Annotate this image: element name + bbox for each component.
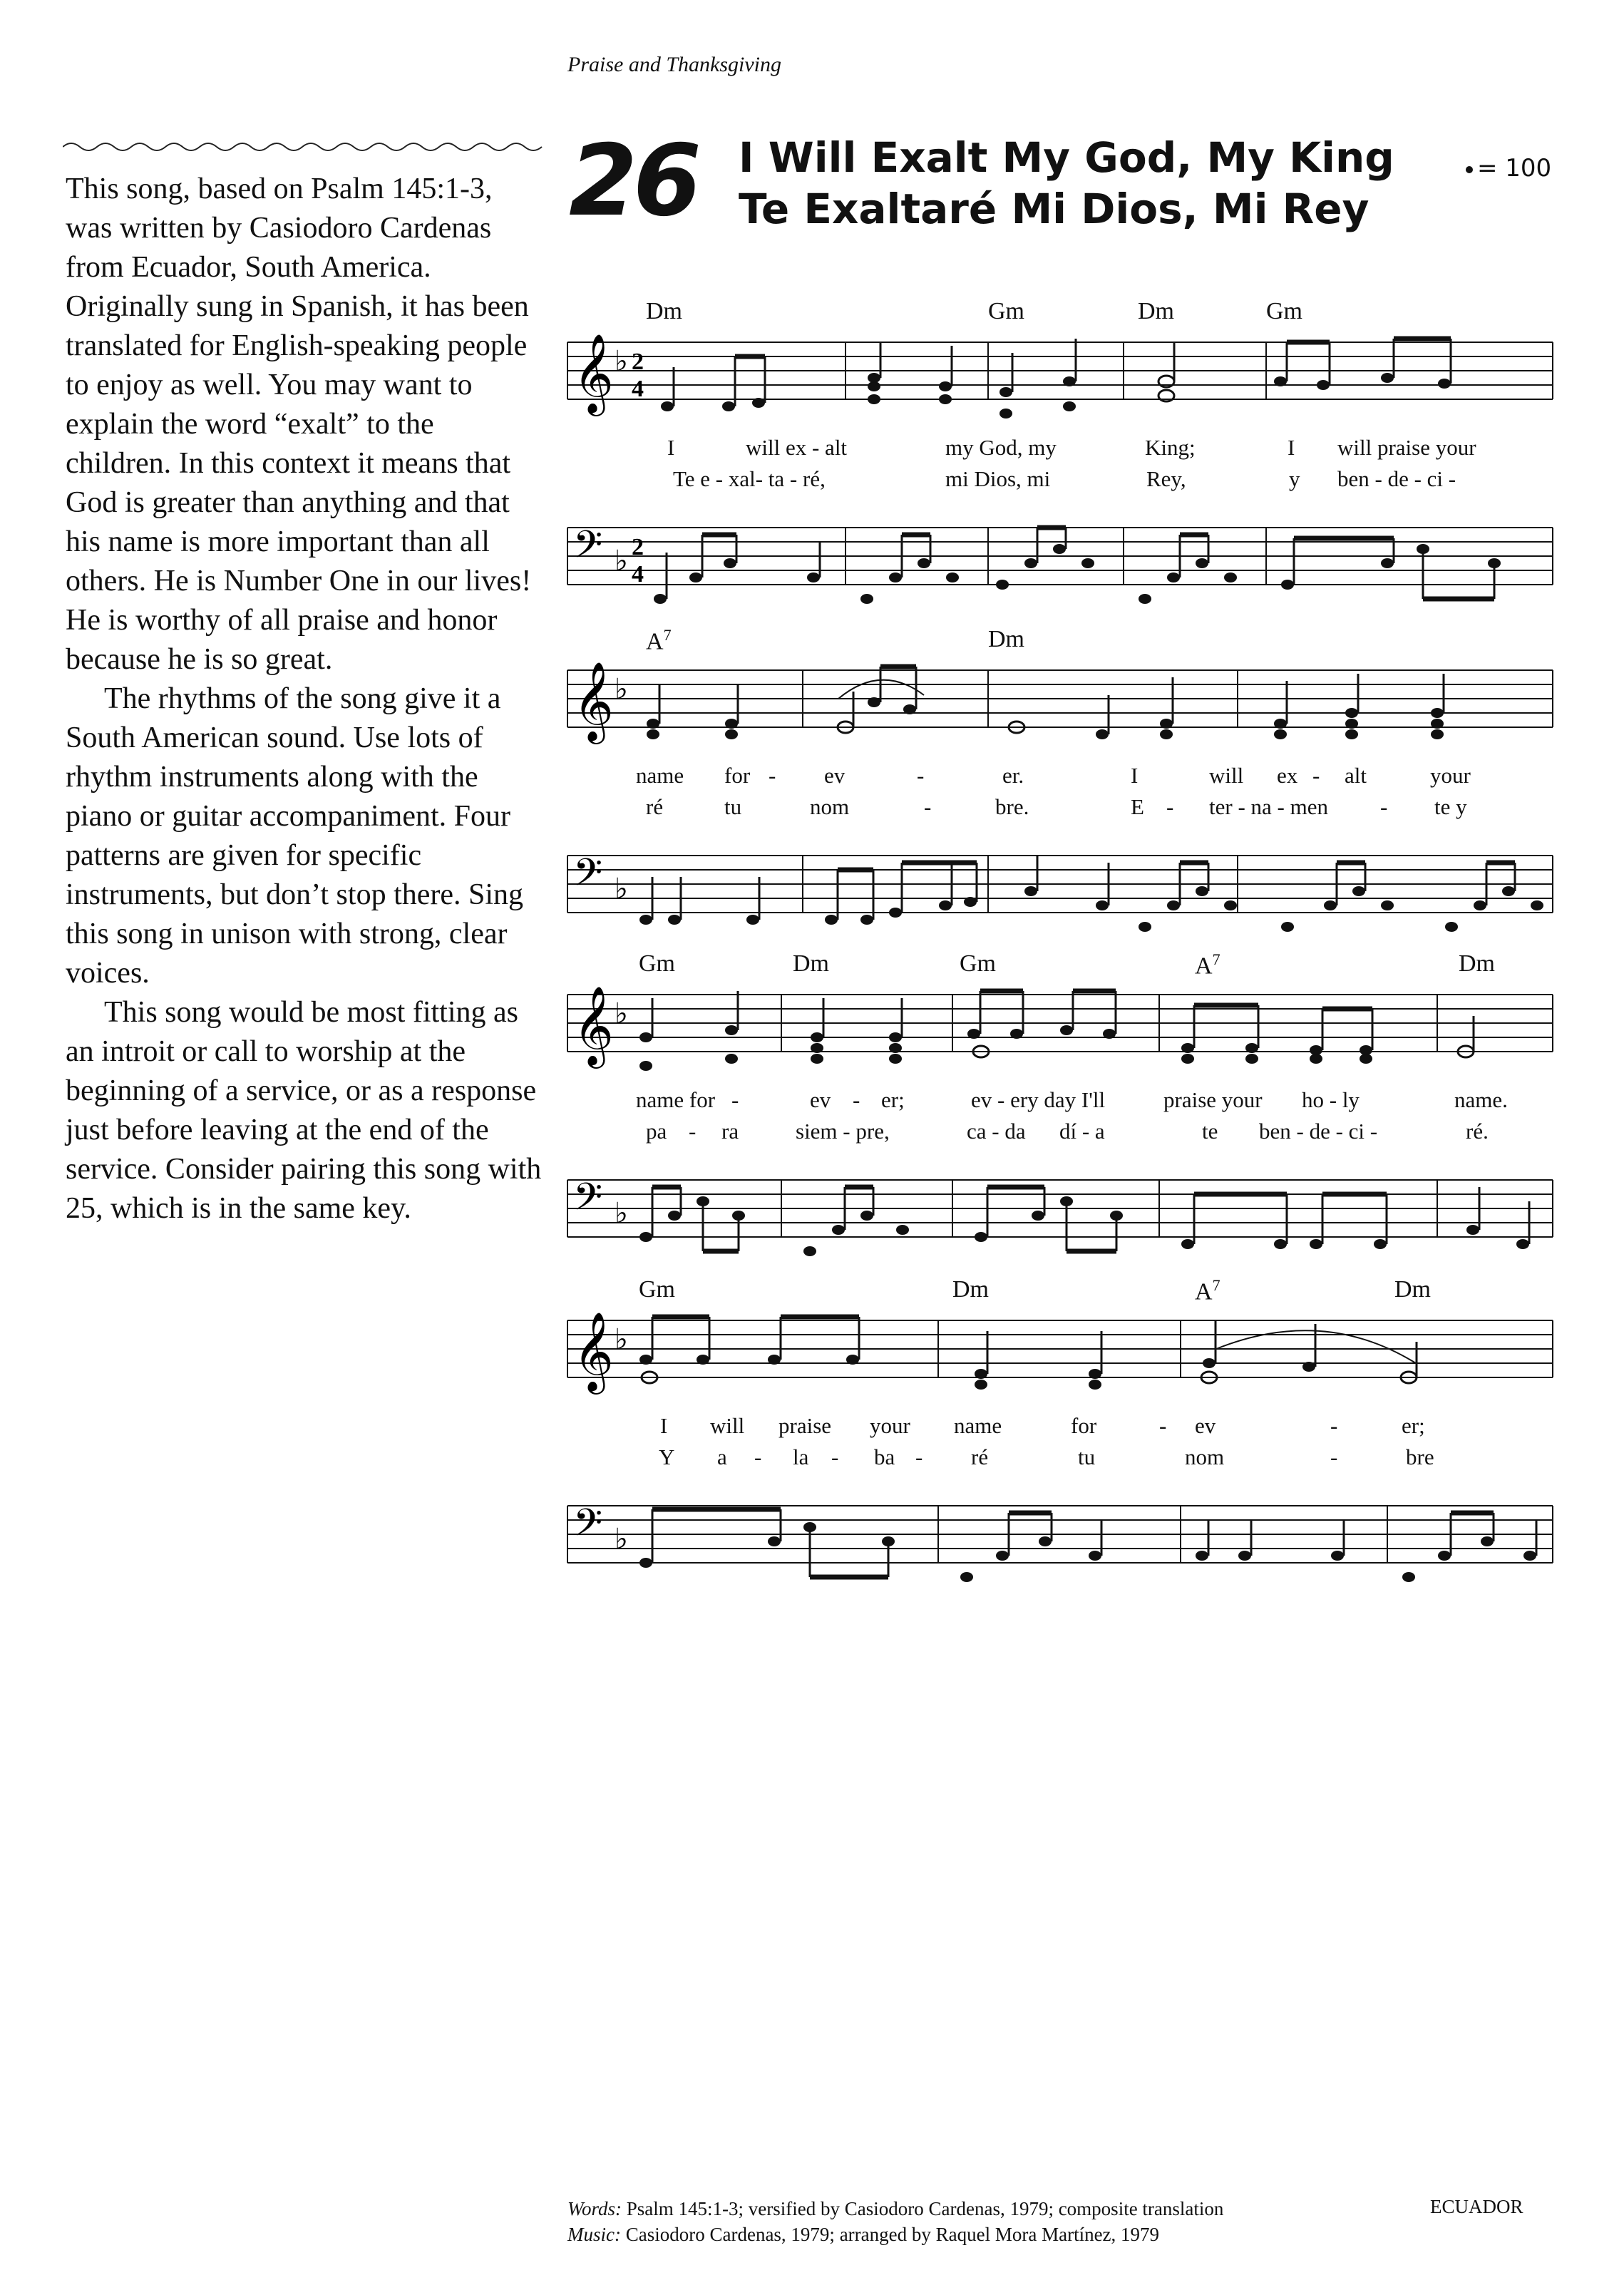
lyric-spanish: ben - de - ci - [1259, 1119, 1378, 1144]
lyric-spanish: tu [724, 794, 742, 819]
chord-symbol: Gm [1266, 298, 1302, 324]
chord-symbol: $A^7$ [1195, 1276, 1220, 1305]
lyric-english: - [1330, 1413, 1338, 1438]
treble-staff [567, 987, 1553, 1073]
music-system-2 [567, 620, 1553, 934]
lyric-english: praise your [1163, 1087, 1263, 1112]
commentary-paragraph: This song would be most fitting as an introit or call to worship at the beginning of a service, or as a response just before leaving at the end of the service. Consider pairing this song with 25, which is in the same key. [66, 996, 542, 1225]
lyric-english: for [1071, 1413, 1097, 1438]
chord-symbol: Dm [1394, 1276, 1431, 1303]
bass-staff [567, 848, 1553, 934]
lyric-english: - [1159, 1413, 1167, 1438]
lyric-english: ev - ery day I'll [971, 1087, 1106, 1112]
credits-music [567, 2222, 1223, 2247]
treble-staff [567, 335, 1553, 421]
page-header: Praise and Thanksgiving [567, 53, 781, 76]
lyric-english: I [667, 435, 675, 460]
music-system-4 [567, 1270, 1553, 1598]
decorative-wavy-rule [63, 140, 548, 154]
svg-text:𝄞: 𝄞 [573, 1311, 614, 1391]
music-system-1 [567, 292, 1553, 606]
lyric-english: will [1209, 763, 1244, 788]
treble-staff [567, 1313, 1553, 1399]
lyric-english: er; [1402, 1413, 1425, 1438]
svg-text:♭: ♭ [615, 1323, 628, 1356]
lyric-spanish: pa [646, 1119, 667, 1144]
tune-origin: ECUADOR [1430, 2196, 1523, 2217]
chord-symbol: Dm [988, 626, 1024, 652]
credits-music-text: Casiodoro Cardenas, 1979; arranged by Raquel Mora Martínez, 1979 [625, 2224, 1160, 2245]
lyric-english: will ex - alt [746, 435, 848, 460]
svg-text:4: 4 [632, 561, 644, 587]
svg-text:♭: ♭ [615, 673, 628, 706]
lyric-english: ev [824, 763, 846, 788]
svg-text:♭: ♭ [615, 873, 628, 905]
lyric-english: your [870, 1413, 910, 1438]
lyric-english: name [954, 1413, 1002, 1438]
svg-text:♭: ♭ [615, 1523, 628, 1556]
lyric-spanish: - [1166, 794, 1174, 819]
chord-symbol: Dm [793, 950, 829, 977]
lyric-spanish: te y [1434, 794, 1467, 819]
svg-text:𝄢: 𝄢 [573, 851, 603, 904]
lyric-spanish: ca - da [967, 1119, 1026, 1144]
lyric-english: ev [810, 1087, 831, 1112]
tempo-marking [1466, 154, 1551, 183]
lyric-spanish: ré [646, 794, 664, 819]
svg-text:𝄢: 𝄢 [573, 1176, 603, 1228]
credits-music-label: Music: [567, 2224, 621, 2245]
lyric-english: er. [1002, 763, 1024, 788]
lyric-english: ex [1277, 763, 1298, 788]
hymn-title-english: I Will Exalt My God, My King [739, 133, 1394, 182]
lyric-spanish: tu [1078, 1444, 1096, 1469]
credits-words-text: Psalm 145:1-3; versified by Casiodoro Cardenas, 1979; composite translation [626, 2198, 1224, 2219]
lyric-spanish: nom [1185, 1444, 1225, 1469]
svg-text:2: 2 [632, 534, 644, 560]
lyric-spanish: siem - pre, [796, 1119, 890, 1144]
chord-symbol: Gm [639, 950, 675, 977]
lyric-spanish: - [1380, 794, 1388, 819]
lyric-spanish: - [831, 1444, 839, 1469]
svg-text:♭: ♭ [615, 997, 628, 1030]
bass-staff [567, 520, 1553, 606]
hymn-number: 26 [569, 123, 698, 238]
lyric-spanish: ter - na - men [1209, 794, 1328, 819]
chord-symbol: Gm [988, 298, 1024, 324]
lyric-english: I [660, 1413, 668, 1438]
lyric-spanish: Y [659, 1444, 675, 1469]
svg-text:𝄞: 𝄞 [573, 661, 614, 741]
lyric-spanish: Rey, [1146, 466, 1186, 491]
lyric-spanish: ra [721, 1119, 739, 1144]
lyric-spanish: la [793, 1444, 809, 1469]
lyric-spanish: - [689, 1119, 697, 1144]
lyric-spanish: - [924, 794, 932, 819]
lyric-english: I [1288, 435, 1295, 460]
lyric-spanish: te [1202, 1119, 1218, 1144]
quarter-note-icon [1466, 166, 1473, 173]
lyric-spanish: mi Dios, mi [945, 466, 1051, 491]
svg-text:𝄞: 𝄞 [573, 985, 614, 1065]
credits [567, 2196, 1223, 2247]
lyric-spanish: nom [810, 794, 850, 819]
lyric-english: ho - ly [1302, 1087, 1360, 1112]
lyric-english: I [1131, 763, 1139, 788]
svg-text:𝄞: 𝄞 [573, 333, 614, 413]
commentary-paragraph: The rhythms of the song give it a South American sound. Use lots of rhythm instruments along with the piano or guitar accompaniment. Four patterns are given for specific instruments, but don’t stop there. Sing this song in unison with strong, clear voices. [66, 682, 524, 990]
lyric-spanish: bre. [995, 794, 1029, 819]
chord-symbol: $A^7$ [646, 626, 672, 655]
lyric-english: will [710, 1413, 745, 1438]
svg-text:4: 4 [632, 376, 644, 402]
lyric-spanish: a [717, 1444, 727, 1469]
credits-words [567, 2196, 1223, 2222]
music-system-3 [567, 945, 1553, 1258]
lyric-english: - [1312, 763, 1320, 788]
lyric-spanish: - [1330, 1444, 1338, 1469]
lyric-english: for [724, 763, 751, 788]
chord-symbol: Gm [639, 1276, 675, 1303]
lyric-spanish: y [1289, 466, 1300, 491]
svg-text:♭: ♭ [615, 1197, 628, 1230]
chord-symbol: Gm [960, 950, 996, 977]
lyric-english: praise [778, 1413, 832, 1438]
lyric-spanish: Te e - xal- ta - ré, [673, 466, 826, 491]
lyric-spanish: ba [874, 1444, 895, 1469]
svg-text:𝄢: 𝄢 [573, 1501, 603, 1554]
chord-symbol: Dm [646, 298, 682, 324]
treble-staff [567, 663, 1553, 749]
lyric-spanish: - [915, 1444, 923, 1469]
svg-text:♭: ♭ [615, 345, 628, 378]
lyric-english: name [636, 763, 684, 788]
bass-staff [567, 1173, 1553, 1258]
lyric-spanish: ré. [1466, 1119, 1489, 1144]
chord-symbol: Dm [1459, 950, 1495, 977]
svg-text:♭: ♭ [615, 545, 628, 577]
chord-symbol: Dm [1138, 298, 1174, 324]
commentary-text [66, 170, 543, 1228]
lyric-spanish: - [754, 1444, 762, 1469]
lyric-spanish: ben - de - ci - [1337, 466, 1456, 491]
lyric-english: alt [1345, 763, 1367, 788]
svg-text:𝄢: 𝄢 [573, 523, 603, 576]
lyric-spanish: E [1131, 794, 1144, 819]
lyric-english: ev [1195, 1413, 1216, 1438]
chord-symbol: $A^7$ [1195, 950, 1220, 980]
tempo-value: = 100 [1477, 154, 1552, 183]
svg-text:2: 2 [632, 349, 644, 375]
lyric-spanish: dí - a [1059, 1119, 1105, 1144]
hymn-title-spanish: Te Exaltaré Mi Dios, Mi Rey [739, 185, 1369, 233]
lyric-spanish: ré [971, 1444, 989, 1469]
lyric-english: name for [636, 1087, 716, 1112]
lyric-english: will praise your [1337, 435, 1476, 460]
bass-staff [567, 1499, 1553, 1591]
lyric-english: King; [1145, 435, 1196, 460]
lyric-english: - [853, 1087, 860, 1112]
lyric-english: name. [1454, 1087, 1508, 1112]
lyric-english: my God, my [945, 435, 1057, 460]
lyric-english: your [1430, 763, 1471, 788]
lyric-english: - [917, 763, 925, 788]
lyric-spanish: bre [1406, 1444, 1434, 1469]
lyric-english: er; [881, 1087, 905, 1112]
lyric-english: - [769, 763, 776, 788]
lyric-english: - [731, 1087, 739, 1112]
commentary-paragraph: This song, based on Psalm 145:1-3, was written by Casiodoro Cardenas from Ecuador, South America. Originally sung in Spanish, it has been translated for English-speaking people to enjoy as well. You may want to explain the word “exalt” to the children. In this context it means that God is greater than anything and that his name is more important than all others. He is Number One in our lives! He is worthy of all praise and honor because he is so great. [66, 173, 532, 676]
chord-symbol: Dm [952, 1276, 989, 1303]
credits-words-label: Words: [567, 2198, 622, 2219]
